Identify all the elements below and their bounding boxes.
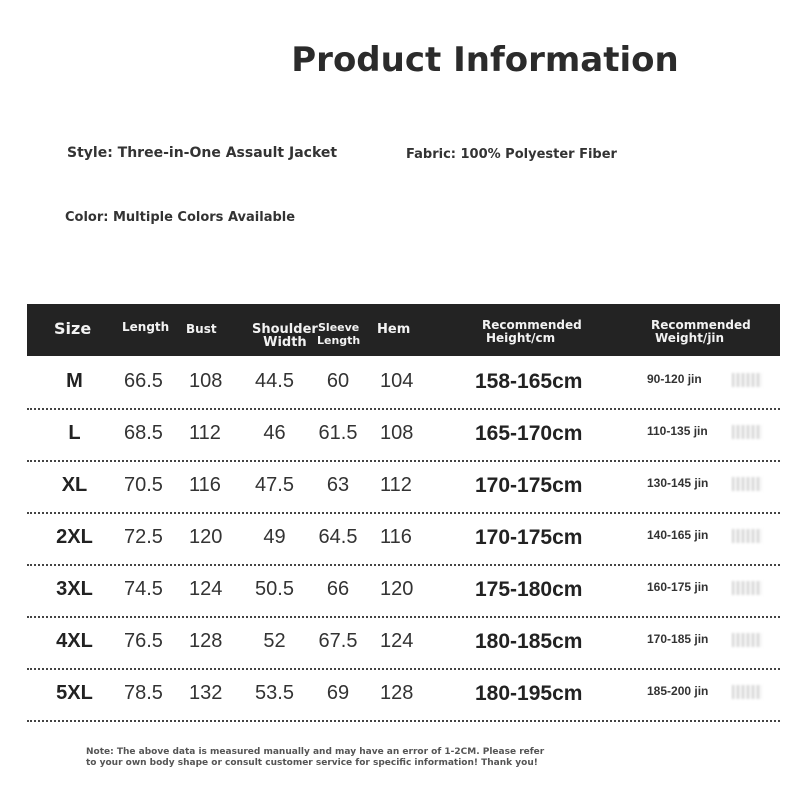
header-length: Length — [122, 320, 170, 334]
blurred-text-artifact — [732, 633, 762, 647]
cell-length: 70.5 — [124, 474, 163, 496]
cell-size: 4XL — [56, 630, 93, 652]
cell-shoulder: 50.5 — [255, 578, 294, 600]
measurement-note — [86, 747, 556, 769]
cell-bust: 108 — [189, 370, 223, 392]
cell-size: M — [66, 370, 83, 392]
cell-weight: 130-145 jin — [647, 476, 709, 490]
cell-hem: 116 — [380, 526, 412, 548]
cell-sleeve: 67.5 — [318, 630, 358, 652]
header-sleeve-length — [317, 321, 360, 347]
cell-sleeve: 63 — [326, 474, 350, 496]
cell-weight: 170-185 jin — [647, 632, 709, 646]
cell-height: 165-170cm — [475, 422, 583, 445]
cell-weight: 185-200 jin — [647, 684, 709, 698]
header-shoulder-width — [252, 323, 318, 349]
cell-height: 175-180cm — [475, 578, 583, 601]
cell-bust: 112 — [189, 422, 221, 444]
cell-bust: 132 — [189, 682, 223, 704]
fabric-info: Fabric: 100% Polyester Fiber — [406, 147, 617, 162]
table-row — [27, 616, 780, 670]
cell-height: 180-185cm — [475, 630, 583, 653]
cell-size: L — [68, 422, 81, 444]
cell-length: 68.5 — [124, 422, 163, 444]
cell-size: XL — [61, 474, 88, 496]
cell-length: 66.5 — [124, 370, 163, 392]
blurred-text-artifact — [732, 685, 762, 699]
cell-height: 158-165cm — [475, 370, 583, 393]
table-row — [27, 668, 780, 722]
blurred-text-artifact — [732, 373, 762, 387]
cell-hem: 104 — [380, 370, 414, 392]
header-height-line1: Recommended — [482, 318, 582, 332]
table-row — [27, 512, 780, 566]
size-table-header — [27, 304, 780, 356]
cell-weight: 140-165 jin — [647, 528, 709, 542]
cell-hem: 124 — [380, 630, 414, 652]
cell-weight: 160-175 jin — [647, 580, 709, 594]
table-row — [27, 356, 780, 410]
cell-sleeve: 64.5 — [318, 526, 358, 548]
cell-length: 72.5 — [124, 526, 163, 548]
blurred-text-artifact — [732, 477, 762, 491]
header-recommended-height — [482, 319, 582, 345]
blurred-text-artifact — [732, 581, 762, 595]
cell-size: 3XL — [56, 578, 93, 600]
cell-shoulder: 49 — [263, 526, 286, 548]
cell-length: 74.5 — [124, 578, 163, 600]
cell-size: 2XL — [56, 526, 93, 548]
cell-bust: 120 — [189, 526, 223, 548]
cell-size: 5XL — [56, 682, 93, 704]
note-line1: Note: The above data is measured manually and may have an error of 1-2CM. Please refer — [86, 747, 545, 757]
cell-weight: 110-135 jin — [647, 424, 708, 438]
cell-hem: 112 — [380, 474, 412, 496]
table-row — [27, 564, 780, 618]
cell-length: 76.5 — [124, 630, 163, 652]
cell-bust: 128 — [189, 630, 223, 652]
header-sleeve-line2: Length — [317, 334, 361, 347]
cell-sleeve: 61.5 — [318, 422, 358, 444]
cell-weight: 90-120 jin — [647, 372, 702, 386]
color-info: Color: Multiple Colors Available — [65, 210, 296, 225]
cell-shoulder: 52 — [263, 630, 286, 652]
header-weight-line2: Weight/jin — [655, 331, 725, 345]
table-row — [27, 408, 780, 462]
header-height-line2: Height/cm — [486, 331, 556, 345]
cell-hem: 120 — [380, 578, 414, 600]
cell-height: 170-175cm — [475, 526, 583, 549]
page-title: Product Information — [291, 40, 679, 80]
style-info: Style: Three-in-One Assault Jacket — [67, 145, 338, 161]
cell-shoulder: 53.5 — [255, 682, 294, 704]
header-weight-line1: Recommended — [651, 318, 751, 332]
cell-sleeve: 69 — [326, 682, 350, 704]
cell-sleeve: 66 — [326, 578, 350, 600]
table-row — [27, 460, 780, 514]
cell-shoulder: 47.5 — [255, 474, 294, 496]
cell-height: 170-175cm — [475, 474, 583, 497]
cell-shoulder: 44.5 — [255, 370, 294, 392]
cell-hem: 128 — [380, 682, 414, 704]
cell-length: 78.5 — [124, 682, 163, 704]
blurred-text-artifact — [732, 529, 762, 543]
header-size: Size — [54, 319, 92, 338]
header-shoulder-line2: Width — [263, 335, 307, 350]
cell-bust: 124 — [189, 578, 223, 600]
cell-sleeve: 60 — [326, 370, 350, 392]
header-recommended-weight — [651, 319, 751, 345]
cell-bust: 116 — [189, 474, 221, 496]
blurred-text-artifact — [732, 425, 762, 439]
cell-hem: 108 — [380, 422, 414, 444]
note-line2: to your own body shape or consult customer service for specific information! Thank you! — [86, 758, 538, 768]
cell-shoulder: 46 — [263, 422, 286, 444]
header-shoulder-line1: Shoulder — [252, 322, 318, 337]
header-sleeve-line1: Sleeve — [318, 321, 360, 334]
header-hem: Hem — [377, 322, 411, 337]
cell-height: 180-195cm — [475, 682, 583, 705]
header-bust: Bust — [186, 322, 217, 336]
